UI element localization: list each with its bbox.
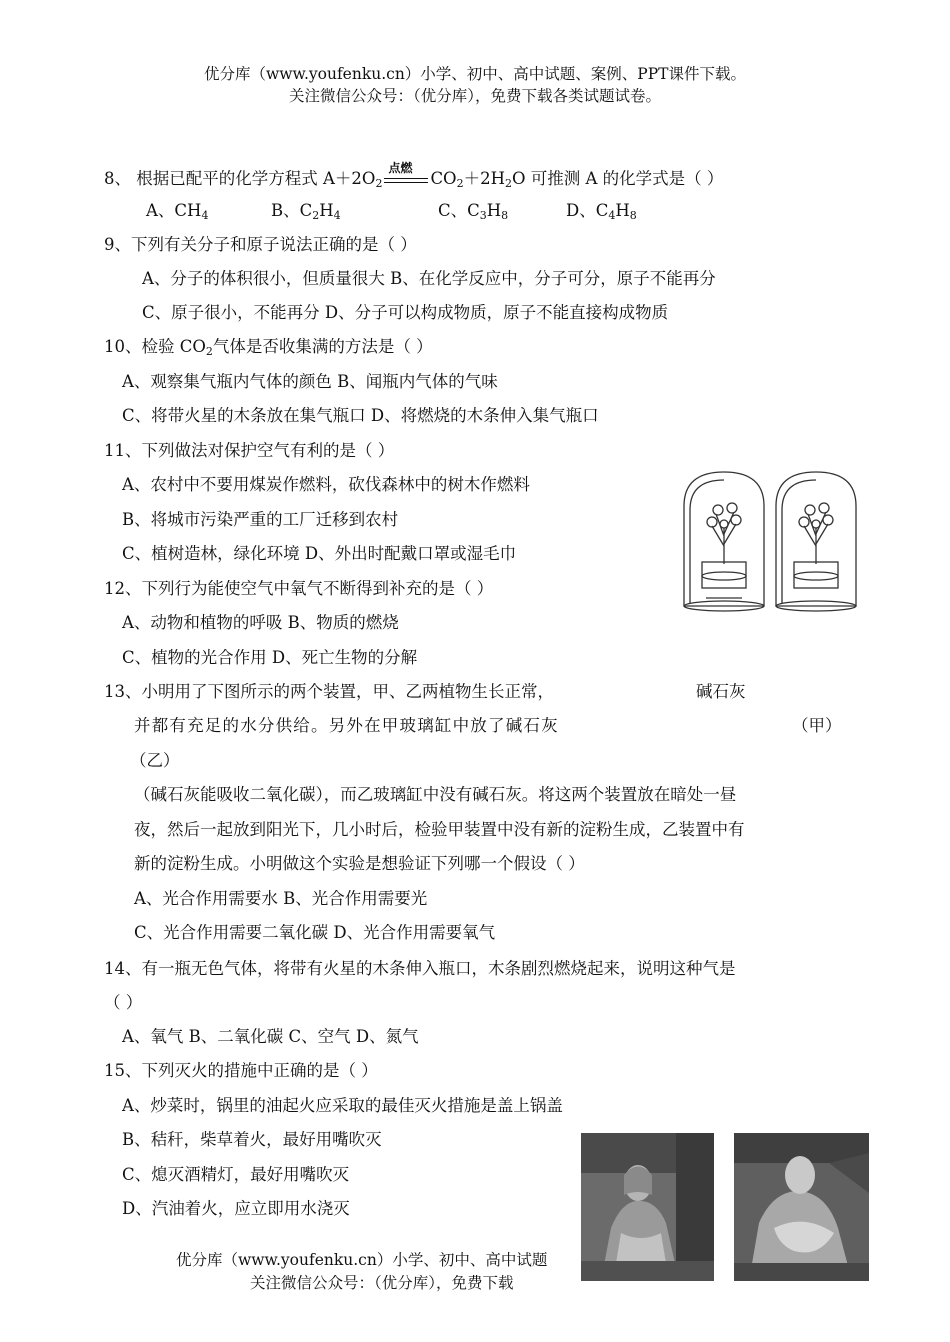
question-13-line-1: 13、小明用了下图所示的两个装置，甲、乙两植物生长正常， xyxy=(104,682,554,701)
question-14-line-1: 14、有一瓶无色气体，将带有火星的木条伸入瓶口，木条剧烈燃烧起来，说明这种气是 xyxy=(104,959,736,978)
q10-options-line-2: C、将带火星的木条放在集气瓶口 D、将燃烧的木条伸入集气瓶口 xyxy=(122,406,599,425)
q8-option-b: B、$C_2H_4$ xyxy=(271,201,341,222)
question-13-line-3: （碱石灰能吸收二氧化碳），而乙玻璃缸中没有碱石灰。将这两个装置放在暗处一昼 xyxy=(134,785,737,804)
q11-options-cd: C、植树造林，绿化环境 D、外出时配戴口罩或湿毛巾 xyxy=(122,544,517,563)
q8-option-a: A、$CH_4$ xyxy=(146,201,209,222)
question-13-line-4: 夜，然后一起放到阳光下，几小时后，检验甲装置中没有新的淀粉生成，乙装置中有 xyxy=(134,820,745,839)
q11-option-a: A、农村中不要用煤炭作燃料，砍伐森林中的树木作燃料 xyxy=(122,475,530,494)
q13-options-line-1: A、光合作用需要水 B、光合作用需要光 xyxy=(134,889,428,908)
glass-jar-illustration xyxy=(676,466,866,616)
statue-photo-right xyxy=(734,1133,869,1281)
question-8-stem: 8、 根据已配平的化学方程式 $A+2O_2$ 点燃 $CO_2+2H_2O$ 可推测 A 的化学式是（ ） xyxy=(104,160,724,190)
q15-option-d: D、汽油着火，应立即用水浇灭 xyxy=(122,1199,350,1218)
q9-options-line-2: C、原子很小，不能再分 D、分子可以构成物质，原子不能直接构成物质 xyxy=(142,303,669,322)
footer-line-2: 关注微信公众号：（优分库），免费下载 xyxy=(250,1274,514,1292)
question-13-line-2: 并都有充足的水分供给。另外在甲玻璃缸中放了碱石灰 xyxy=(134,716,559,735)
label-yi: （乙） xyxy=(130,751,180,770)
q11-option-b: B、将城市污染严重的工厂迁移到农村 xyxy=(122,510,399,529)
q9-options-line-1: A、分子的体积很小，但质量很大 B、在化学反应中，分子可分，原子不能再分 xyxy=(142,269,716,288)
header-line-1: 优分库（www.youfenku.cn）小学、初中、高中试题、案例、PPT课件下载。 xyxy=(203,65,747,83)
q10-options-line-1: A、观察集气瓶内气体的颜色 B、闻瓶内气体的气味 xyxy=(122,372,498,391)
label-jia: （甲） xyxy=(792,716,842,735)
q15-option-c: C、熄灭酒精灯，最好用嘴吹灭 xyxy=(122,1165,350,1184)
reaction-condition: 点燃 xyxy=(388,160,413,175)
reaction-arrow xyxy=(382,160,430,187)
question-13-line-5: 新的淀粉生成。小明做这个实验是想验证下列哪一个假设（ ） xyxy=(134,854,585,873)
q12-options-line-2: C、植物的光合作用 D、死亡生物的分解 xyxy=(122,648,418,667)
q8-option-d: D、$C_4H_8$ xyxy=(566,201,637,222)
question-11-stem: 11、下列做法对保护空气有利的是（ ） xyxy=(104,441,395,460)
header-line-2: 关注微信公众号：（优分库），免费下载各类试题试卷。 xyxy=(288,87,661,105)
question-14-line-2: （ ） xyxy=(104,993,143,1012)
q8-option-c: C、$C_3H_8$ xyxy=(438,201,509,222)
question-10-stem: 10、检验 $CO_2$气体是否收集满的方法是（ ） xyxy=(104,337,433,358)
question-15-stem: 15、下列灭火的措施中正确的是（ ） xyxy=(104,1061,378,1080)
footer-line-1: 优分库（www.youfenku.cn）小学、初中、高中试题 xyxy=(176,1251,548,1269)
q12-options-line-1: A、动物和植物的呼吸 B、物质的燃烧 xyxy=(122,613,399,632)
statue-photo-left xyxy=(581,1133,714,1281)
label-soda-lime: 碱石灰 xyxy=(696,682,746,701)
q14-options: A、氧气 B、二氧化碳 C、空气 D、氮气 xyxy=(122,1027,419,1046)
q15-option-b: B、秸秆，柴草着火，最好用嘴吹灭 xyxy=(122,1130,382,1149)
question-9-stem: 9、下列有关分子和原子说法正确的是（ ） xyxy=(104,235,417,254)
question-12-stem: 12、下列行为能使空气中氧气不断得到补充的是（ ） xyxy=(104,579,494,598)
q15-option-a: A、炒菜时，锅里的油起火应采取的最佳灭火措施是盖上锅盖 xyxy=(122,1096,563,1115)
q13-options-line-2: C、光合作用需要二氧化碳 D、光合作用需要氧气 xyxy=(134,923,496,942)
